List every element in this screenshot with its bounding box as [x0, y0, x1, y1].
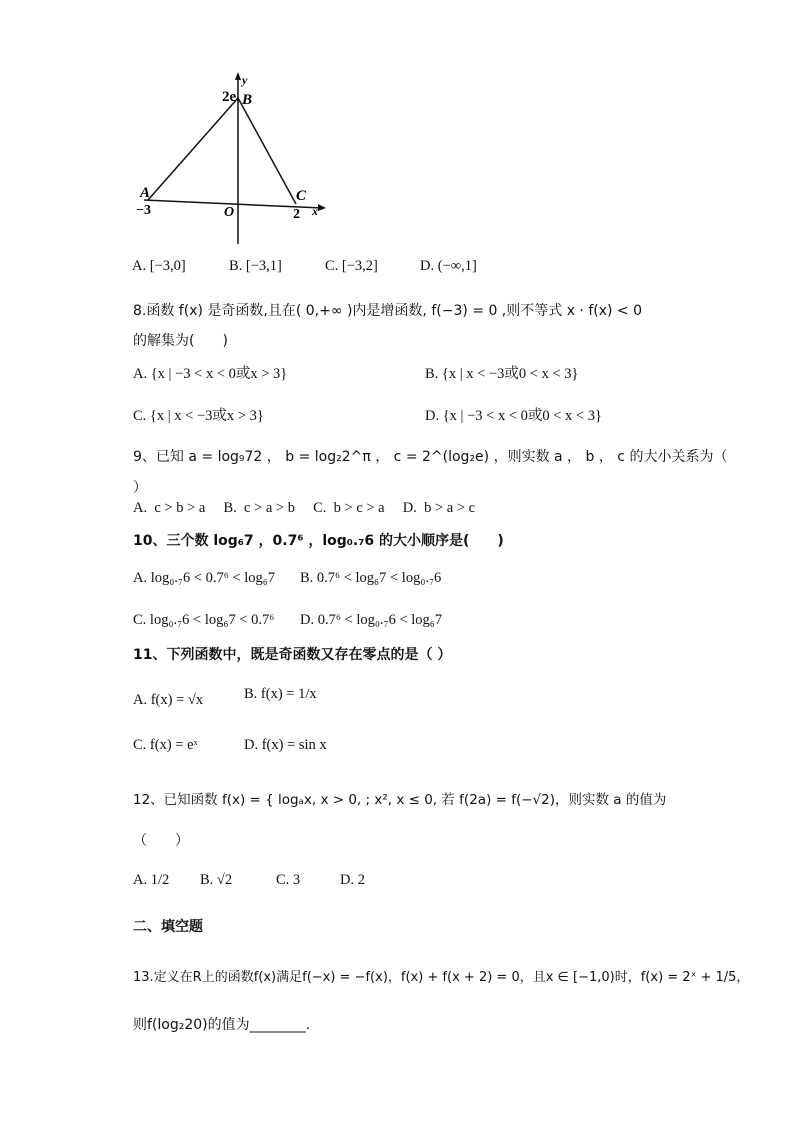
label-O: O: [224, 205, 235, 220]
q12-option-a[interactable]: A. 1/2: [133, 872, 170, 888]
q8-stem-line1: 8.函数 f(x) 是奇函数,且在( 0,+∞ )内是增函数, f(−3) = 0 ,则不等式 x · f(x) < 0: [133, 303, 643, 319]
q10-option-a[interactable]: A. log₀.₇6 < 0.7⁶ < log₆7: [133, 570, 276, 586]
q12-stem-line1: 12、已知函数 f(x) = { logₐx, x > 0, ; x², x ≤ 0, 若 f(2a) = f(−√2)，则实数 a 的值为: [133, 792, 667, 808]
q8-stem-line2: 的解集为( ): [133, 333, 228, 349]
q7-option-b[interactable]: B. [−3,1]: [229, 258, 282, 274]
section-heading: 二、填空题: [133, 919, 203, 935]
label-B: B: [242, 92, 253, 108]
label-2e: 2e: [222, 89, 237, 105]
q11-option-a[interactable]: A. f(x) = √x: [133, 692, 204, 708]
label-y: y: [242, 73, 248, 87]
q13-stem-line1: 13.定义在R上的函数f(x)满足f(−x) = −f(x)，f(x) + f(x + 2) = 0，且x ∈ [−1,0)时，f(x) = 2ˣ + 1/5，: [133, 970, 750, 985]
q12-stem-line2: （ ）: [133, 833, 189, 849]
q13-stem-line2: 则f(log₂20)的值为________.: [133, 1017, 311, 1033]
q10-option-d[interactable]: D. 0.7⁶ < log₀.₇6 < log₆7: [300, 612, 443, 628]
label-2: 2: [293, 207, 300, 222]
q11-option-b[interactable]: B. f(x) = 1/x: [244, 686, 317, 702]
q7-option-d[interactable]: D. (−∞,1]: [420, 258, 477, 274]
q8-option-b[interactable]: B. {x | x < −3或0 < x < 3}: [425, 366, 579, 382]
label-neg3: −3: [136, 203, 151, 218]
q8-option-c[interactable]: C. {x | x < −3或x > 3}: [133, 408, 264, 424]
q10-option-c[interactable]: C. log₀.₇6 < log₆7 < 0.7⁶: [133, 612, 275, 628]
q8-option-a[interactable]: A. {x | −3 < x < 0或x > 3}: [133, 366, 288, 382]
q11-stem: 11、下列函数中，既是奇函数又存在零点的是（ ）: [133, 647, 452, 663]
q12-option-b[interactable]: B. √2: [200, 872, 233, 888]
q11-option-c[interactable]: C. f(x) = eˣ: [133, 737, 198, 753]
q12-option-c[interactable]: C. 3: [276, 872, 301, 888]
label-A: A: [140, 185, 151, 201]
q10-stem: 10、三个数 log₆7 ，0.7⁶ ，log₀.₇6 的大小顺序是( ): [133, 533, 504, 549]
q9-stem-line2: ）: [133, 480, 147, 496]
q7-option-c[interactable]: C. [−3,2]: [325, 258, 378, 274]
triangle-graph-figure: [130, 70, 340, 250]
q10-option-b[interactable]: B. 0.7⁶ < log₆7 < log₀.₇6: [300, 570, 442, 586]
q8-option-d[interactable]: D. {x | −3 < x < 0或0 < x < 3}: [425, 408, 602, 424]
q7-option-a[interactable]: A. [−3,0]: [132, 258, 186, 274]
label-C: C: [296, 188, 307, 204]
q12-option-d[interactable]: D. 2: [340, 872, 365, 888]
label-x: x: [312, 204, 318, 218]
q9-stem-line1: 9、已知 a = log₉72 ， b = log₂2^π ， c = 2^(log₂e) ，则实数 a ， b ， c 的大小关系为（: [133, 449, 728, 465]
q9-options[interactable]: A. c > b > a B. c > a > b C. b > c > a D. b > a > c: [133, 500, 476, 516]
q11-option-d[interactable]: D. f(x) = sin x: [244, 737, 327, 753]
